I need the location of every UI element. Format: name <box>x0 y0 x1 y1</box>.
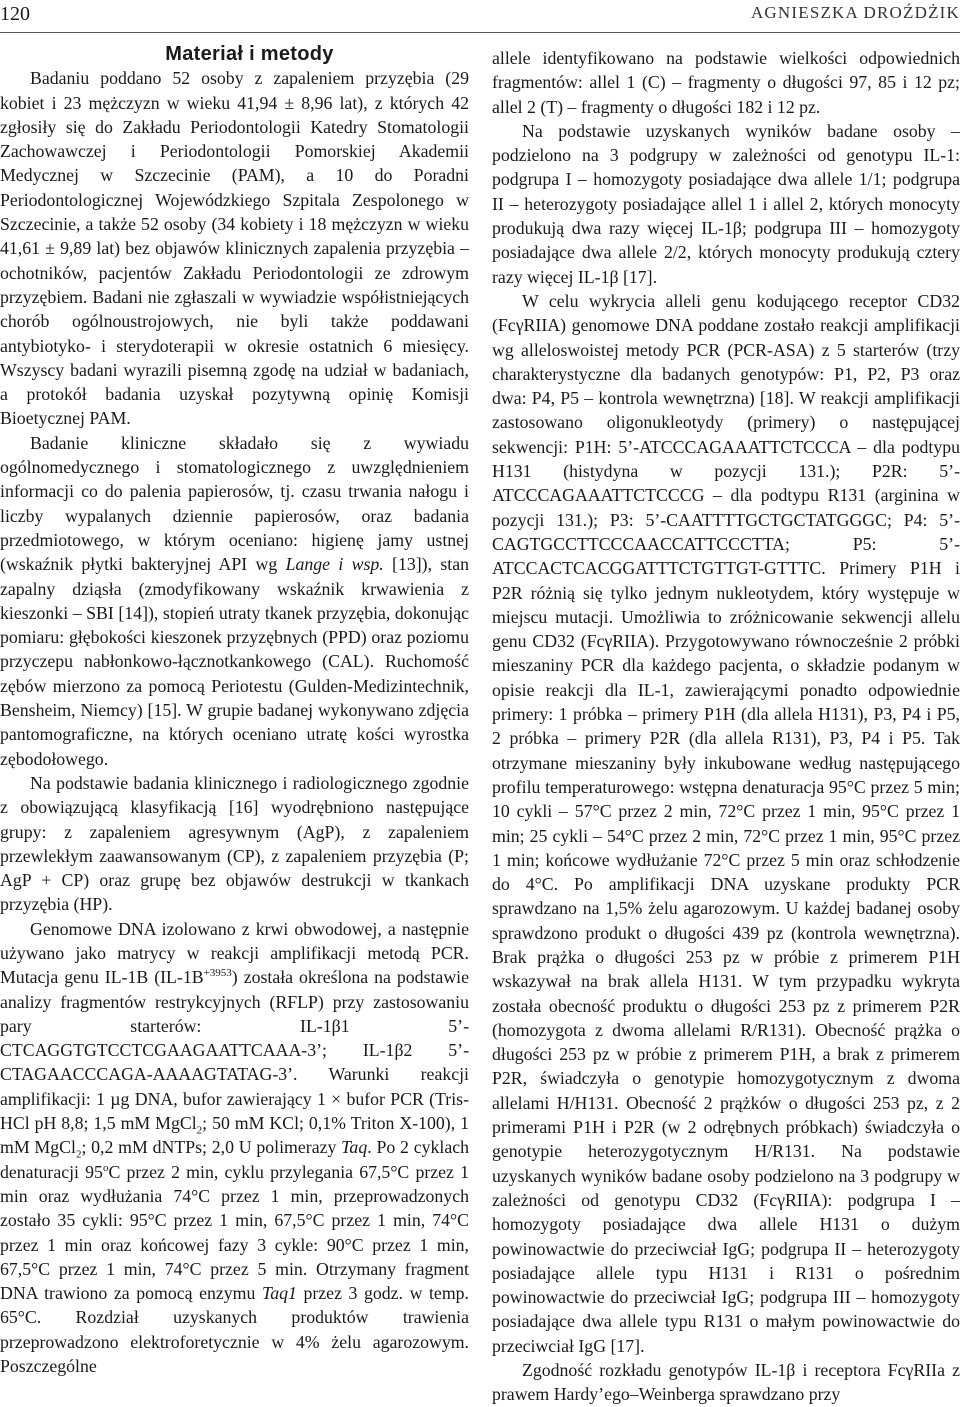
paragraph-dna-pcr: Genomowe DNA izolowano z krwi obwodowej, a następnie używano jako matrycy w reakcji amplifikacji metodą PCR. Mutacja genu IL-1B $(IL-1B^{+3953})$ została określona na podstawie analizy fragmentów restrykcyjnych (RFLP) przy zastosowaniu pary starterów: IL-1β1 5’-CTCAGGTGTCCTCGAAGAATTCAAA-3’; IL-1β2 5’-CTAGAACCCAGA-AAAAGTATAG-3’. Warunki reakcji amplifikacji: 1 µg DNA, bufor zawierający 1 × bufor PCR (Tris-HCl pH 8,8; 1,5 mM MgCl$_2$; 50 mM KCl; 0,1% Triton X-100), 1 mM MgCl$_2$; 0,2 mM dNTPs; 2,0 U polimerazy Taq. Po 2 cyklach denaturacji 95$^o$C przez 2 min, cyklu przylegania 67,5°C przez 1 min oraz wydłużania 74°C przez 1 min, przeprowadzonych zostało 35 cykli: 95°C przez 1 min, 67,5°C przez 1 min, 74°C przez 1 min oraz końcowej fazy 3 cykle: 90°C przez 1 min, 67,5°C przez 1 min, 74°C przez 5 min. Otrzymany fragment DNA trawiono za pomocą enzymu Taq1 przez 3 godz. w temp. 65°C. Rozdział uzyskanych produktów trawienia przeprowadzono elektroforetycznie w 4% żelu agarozowym. Poszczególne <box>0 918 469 1377</box>
paragraph-il1-subgroups: Na podstawie uzyskanych wyników badane osoby – podzielono na 3 podgrupy w zależności od genotypu IL-1: podgrupa I – homozygoty posiadające dwa allele 1/1; podgrupa II – heterozygoty posiadające allel 1 i allel 2, których monocyty produkują dwa razy więcej IL-1β; podgrupa III – homozygoty posiadające dwa allele 2/2, których monocyty produkują cztery razy więcej IL-1β [17]. <box>492 120 960 287</box>
header-rule <box>0 32 960 33</box>
running-head-author: AGNIESZKA DROŹDŻIK <box>750 3 960 22</box>
paragraph-cd32-method: W celu wykrycia alleli genu kodującego receptor CD32 (FcγRIIA) genomowe DNA poddane zostało reakcji amplifikacji wg alleloswoistej metody PCR (PCR-ASA) z 5 starterów (trzy charakterystyczne dla badanych genotypów: P1, P2, P3 oraz dwa: P4, P5 – kontrola wewnętrzna) [18]. W reakcji amplifikacji zastosowano oligonukleotydy (primery) o następującej sekwencji: P1H: 5’-ATCCCAGAAATTCTCCCA – dla podtypu H131 (histydyna w pozycji 131.); P2R: 5’-ATCCCAGAAATTCTCCCG – dla podtypu R131 (arginina w pozycji 131.); P3: 5’-CAATTTTGCTGCTATGGGC; P4: 5’-CAGTGCCTTCCCAACCATTCCCTTA; P5: 5’-ATCCACTCACGGATTTCTGTTGT-GTTTC. Primery P1H i P2R różnią się tylko jednym nukleotydem, który występuje w miejscu mutacji. Umożliwia to zróżnicowanie sekwencji allelu genu CD32 (FcγRIIA). Przygotowywano równocześnie 2 próbki mieszaniny PCR dla każdego pacjenta, o składzie podanym w opisie reakcji dla IL-1, zawierającymi ponadto odpowiednie primery: 1 próbka – primery P1H (dla allela H131), P3, P4 i P5, 2 próbka – primery P2R (dla allela R131), P3, P4 i P5. Tak otrzymane mieszaniny były inkubowane według następującego profilu temperaturowego: wstępna denaturacja 95°C przez 5 min; 10 cykli – 57°C przez 2 min, 72°C przez 1 min, 95°C przez 1 min; 25 cykli – 54°C przez 2 min, 72°C przez 1 min, 95°C przez 1 min; końcowe wydłużanie 72°C przez 5 min oraz schłodzenie do 4°C. Po amplifikacji DNA uzyskane produkty PCR sprawdzano na 1,5% żelu agarozowym. U każdej badanej osoby sprawdzono produkt o długości 439 pz (kontrola wewnętrzna). Brak prążka o długości 253 pz w próbie z primerem P1H wskazywał na brak allela H131. W tym przypadku wykryta została obecność produktu o długości 253 pz z primerem P2R (homozygota z dwoma allelami R/R131). Obecność prążka o długości 253 pz w próbie z primerem P1H, a brak z primerem P2R, świadczyła o genotypie homozygotycznym z dwoma allelami H/H131. Obecność 2 prążków o długości 253 pz, z 2 primerami P1H i P2R (w 2 odrębnych próbkach) świadczyła o genotypie heterozygotycznym H/R131. Na podstawie uzyskanych wyników badane osoby podzielono na 3 podgrupy w zależności od genotypu CD32 (FcγRIIA): podgrupa I – homozygoty posiadające dwa allele H131 o dużym powinowactwie do przeciwciał IgG; podgrupa II – heterozygoty posiadające allele typu H131 i R131 o pośrednim powinowactwie do przeciwciał IgG; podgrupa III – homozygoty posiadające dwa allele typu R131 o małym powinowactwie do przeciwciał IgG [17]. <box>492 290 960 1356</box>
paragraph-participants: Badaniu poddano 52 osoby z zapaleniem przyzębia (29 kobiet i 23 mężczyzn w wieku 41,94 ± 8,96 lat), z których 42 zgłosiły się do Zakładu Periodontologii Katedry Stomatologii Zachowawczej i Periodontologii Pomorskiej Akademii Medycznej w Szczecinie (PAM), a 10 do Poradni Periodontologicznej Wojewódzkiego Szpitala Zespolonego w Szczecinie, a także 52 osoby (34 kobiety i 18 mężczyzn w wieku 41,61 ± 9,89 lat) bez objawów klinicznych zapalenia przyzębia – ochotników, pacjentów Zakładu Periodontologii ze zdrowym przyzębiem. Badani nie zgłaszali w wywiadzie współistniejących chorób ogólnoustrojowych, nie byli także poddawani antybiotyko- i sterydoterapii w okresie ostatnich 6 miesięcy. Wszyscy badani wyrazili pisemną zgodę na udział w badaniach, a protokół badania uzyskał pozytywną opinię Komisji Bioetycznej PAM. <box>0 68 469 429</box>
page-number: 120 <box>0 3 30 25</box>
paragraph-allele-identification: allele identyfikowano na podstawie wielkości odpowiednich fragmentów: allel 1 (C) – fragmenty o długości 97, 85 i 12 pz; allel 2 (T) – fragmenty o długości 182 i 12 pz. <box>492 48 960 117</box>
left-column <box>0 42 469 1378</box>
paragraph-groups: Na podstawie badania klinicznego i radiologicznego zgodnie z obowiązującą klasyfikacją [16] wyodrębniono następujące grupy: z zapaleniem agresywnym (AgP), z zapaleniem przewlekłym zaawansowanym (CP), z zapaleniem przyzębia (P; AgP + CP) oraz grupę bez objawów destrukcji w tkankach przyzębia (HP). <box>0 772 469 915</box>
section-title: Materiał i metody <box>165 43 334 65</box>
right-column <box>492 46 960 1407</box>
paragraph-hardy-weinberg: Zgodność rozkładu genotypów IL-1β i receptora FcγRIIa z prawem Hardy’ego–Weinberga sprawdzano przy <box>492 1360 960 1405</box>
paragraph-clinical-exam: Badanie kliniczne składało się z wywiadu ogólnomedycznego i stomatologicznego z uwzględnieniem informacji co do palenia papierosów, tj. czasu trwania nałogu i liczby wypalanych dziennie papierosów, oraz badania przedmiotowego, w którym oceniano: higienę jamy ustnej (wskaźnik płytki bakteryjnej API wg Lange i wsp. [13]), stan zapalny dziąsła (zmodyfikowany wskaźnik krwawienia z kieszonki – SBI [14]), stopień utraty tkanek przyzębia, dokonując pomiaru: głębokości kieszonek przyzębnych (PPD) oraz poziomu przyczepu nabłonkowo-łącznotkankowego (CAL). Ruchomość zębów mierzono za pomocą Periotestu (Gulden-Medizintechnik, Bensheim, Niemcy) [15]. W grupie badanej wykonywano zdjęcia pantomograficzne, na których oceniano utratę kości wyrostka zębodołowego. <box>0 432 469 769</box>
page-header <box>0 0 960 30</box>
